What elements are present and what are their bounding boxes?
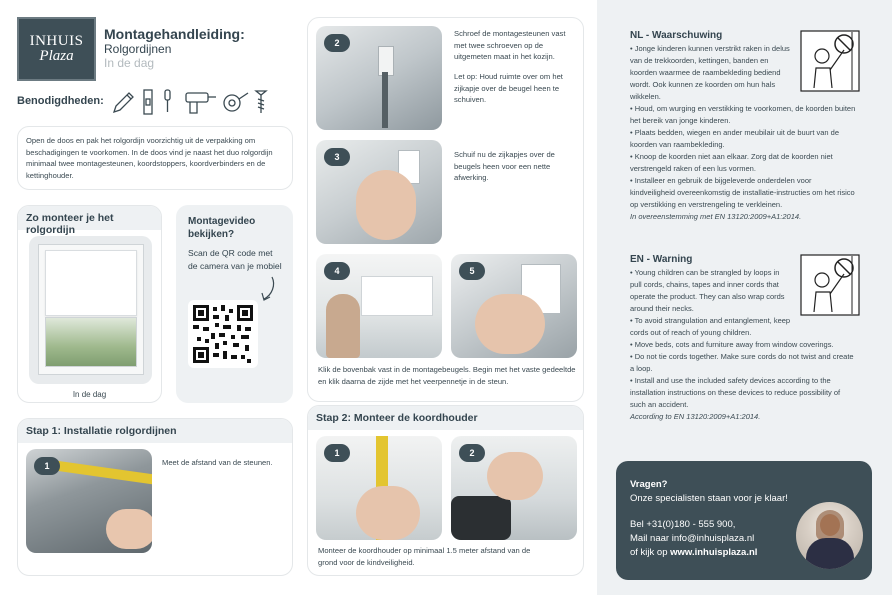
avatar	[796, 502, 863, 569]
contact-title: Vragen?	[630, 479, 668, 490]
step1-card	[17, 418, 293, 576]
hand-shape-s2a	[356, 486, 420, 540]
text-step3: Schuif nu de zijkapjes over de beugels heen voor een nette afwerking.	[454, 150, 555, 182]
hand-shape	[106, 509, 152, 549]
hand-shape-s2b	[487, 452, 543, 500]
screw-icon	[256, 91, 266, 113]
video-card	[176, 205, 293, 403]
page-title: Montagehandleiding:	[104, 26, 245, 42]
pencil-icon	[114, 93, 133, 112]
step2-card	[307, 405, 584, 576]
text-step2a: Schroef de montagesteunen vast met twee schroeven op de uitgemeten maat in het kozijn.	[454, 29, 566, 61]
child-cord-warning-icon	[800, 30, 860, 92]
step1-title: Stap 1: Installatie rolgordijnen	[18, 419, 292, 443]
contact-subtitle: Onze specialisten staan voor je klaar!	[630, 493, 788, 504]
contact-box	[616, 461, 872, 580]
step1-text: Meet de afstand van de steunen.	[162, 458, 273, 467]
window-frame	[38, 244, 144, 375]
text-step45: Klik de bovenbak vast in de montagebeugels. Begin met het vaste gedeeltde en klik daarna de zijde met het veerpennetje in de steun.	[318, 365, 576, 386]
text-step2b: Let op: Houd ruimte over om het zijkapje over de beugel heen te schuiven.	[454, 72, 563, 104]
person-shape	[326, 294, 360, 358]
page-variant: In de dag	[104, 56, 155, 70]
hand-shape-5	[475, 294, 545, 354]
brand-line2: Plaza	[39, 48, 74, 64]
nl-warning-item: • Installeer en gebruik de bijgeleverde onderdelen voor kindveiligheid overeenkomstig de installatie-instructies om het risico op verstikking en verstrengeling te verkleinen.	[630, 176, 855, 209]
warnings-panel	[597, 0, 892, 595]
contact-mail[interactable]: Mail naar info@inhuisplaza.nl	[630, 533, 755, 544]
step2-badge2: 2	[459, 444, 485, 462]
photo-step3	[316, 140, 442, 244]
video-card-text: Scan de QR code met de camera van je mobiel	[188, 248, 282, 271]
step2-photo2	[451, 436, 577, 540]
step2-photo1	[316, 436, 442, 540]
contact-web-prefix: of kijk op	[630, 547, 671, 558]
spirit-level-icon	[144, 90, 152, 114]
photo-step2	[316, 26, 442, 130]
tools-label: Benodigdheden:	[17, 95, 104, 107]
mount-card	[17, 205, 162, 403]
mount-card-title: Zo monteer je het rolgordijn	[18, 206, 161, 230]
qr-code[interactable]	[188, 300, 258, 368]
nl-warning-item: • Plaats bedden, wiegen en ander meubilair uit de buurt van de koorden van raambekleding.	[630, 128, 840, 149]
step2-badge1: 1	[324, 444, 350, 462]
intro-card	[17, 126, 293, 190]
nl-warning-item: • Jonge kinderen kunnen verstrikt raken in delus van de trekkoorden, kettingen, banden en koorden waarmee de raambekleding bediend wordt. Ook kunnen ze koorden om hun hals wikkelen.	[630, 44, 790, 101]
tools-row	[112, 88, 272, 116]
intro-text: Open de doos en pak het rolgordijn voorzichtig uit de verpakking om beschadigingen te voorkomen. In de doos vind je naast het duo rolgordijn minimaal twee montagesteunen, koordstoppers, koordverbinders en de kettinghouder.	[26, 136, 273, 180]
page-subtitle: Rolgordijnen	[104, 42, 172, 56]
step1-badge: 1	[34, 457, 60, 475]
nl-warning-item: • Knoop de koorden niet aan elkaar. Zorg dat de koorden niet verstrengeld raken of een lus vormen.	[630, 152, 833, 173]
contact-web-line	[630, 547, 757, 558]
en-warning-item: • Do not tie cords together. Make sure cords do not twist and create a loop.	[630, 352, 854, 373]
drill-shape	[451, 496, 511, 540]
en-warning-cite: According to EN 13120:2009+A1:2014.	[630, 412, 761, 421]
blind-fabric	[45, 250, 137, 316]
photo-step4	[316, 254, 442, 358]
drill-icon	[186, 93, 216, 113]
screwdriver-icon	[165, 90, 170, 112]
blind-shape-4	[361, 276, 433, 316]
mount-card-caption: In de dag	[72, 390, 107, 399]
step2-title: Stap 2: Monteer de koordhouder	[308, 406, 583, 430]
en-warning-title: EN - Warning	[630, 254, 693, 265]
tape-measure-strip	[46, 459, 152, 484]
photo-step5	[451, 254, 577, 358]
brand-line1: INHUIS	[29, 33, 84, 49]
child-cord-warning-icon	[800, 254, 860, 316]
middle-top-card	[307, 17, 584, 402]
screwdriver-shape	[382, 72, 388, 128]
en-warning-item: • Move beds, cots and furniture away from window coverings.	[630, 340, 834, 349]
avatar-body	[806, 538, 854, 569]
en-warning-item: • To avoid strangulation and entanglement, keep cords out of reach of young children.	[630, 316, 791, 337]
blind-illustration	[29, 236, 152, 384]
contact-phone[interactable]: Bel +31(0)180 - 555 900,	[630, 519, 736, 530]
badge-step5: 5	[459, 262, 485, 280]
badge-step4: 4	[324, 262, 350, 280]
arrow-icon	[258, 275, 280, 305]
tape-measure-icon	[224, 93, 248, 111]
avatar-hair	[816, 510, 844, 540]
step2-text: Monteer de koordhouder op minimaal 1.5 meter afstand van de grond voor de kindveiligheid.	[318, 546, 531, 567]
hand-shape-3	[356, 170, 416, 240]
step1-photo	[26, 449, 152, 553]
video-card-title: Montagevideo bekijken?	[188, 216, 256, 240]
window-view	[45, 317, 137, 367]
nl-warning-title: NL - Waarschuwing	[630, 30, 723, 41]
badge-step3: 3	[324, 148, 350, 166]
nl-warning-item: • Houd, om wurging en verstikking te voorkomen, de koorden buiten het bereik van jonge kinderen.	[630, 104, 856, 125]
nl-warning-cite: In overeenstemming met EN 13120:2009+A1:2014.	[630, 212, 802, 221]
en-warning-item: • Install and use the included safety devices according to the installation instructions on these devices to reduce possibility of such an accident.	[630, 376, 841, 409]
contact-web-link[interactable]: www.inhuisplaza.nl	[670, 547, 758, 558]
brand-logo	[17, 17, 96, 81]
en-warning-item: • Young children can be strangled by loops in pull cords, chains, tapes and inner cords that operate the product. They can also wrap cords around their necks.	[630, 268, 785, 313]
badge-step2: 2	[324, 34, 350, 52]
